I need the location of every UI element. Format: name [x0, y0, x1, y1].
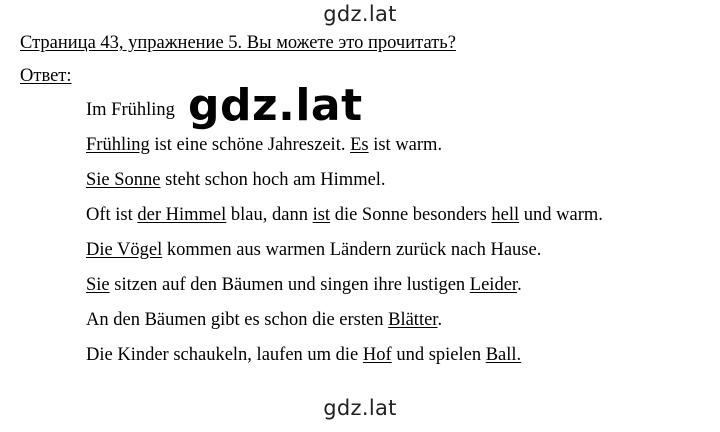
text-segment: blau, dann — [226, 205, 313, 225]
underlined-word: Leider — [469, 275, 518, 295]
text-segment: sitzen auf den Bäumen und singen ihre lustigen — [109, 275, 470, 295]
text-line — [86, 170, 386, 191]
underlined-word: Es — [350, 135, 369, 155]
text-segment: steht schon hoch am Himmel. — [160, 170, 386, 190]
watermark-overlay: gdz.lat — [188, 80, 363, 131]
answer-label: Ответ: — [20, 66, 72, 86]
underlined-word: Hof — [362, 345, 392, 365]
underlined-word: Blätter — [388, 310, 438, 330]
text-line — [86, 135, 442, 156]
underlined-word: Sie — [86, 275, 110, 295]
watermark-top: gdz.lat — [323, 2, 397, 26]
text-segment: Oft ist — [86, 205, 138, 225]
underlined-word: Sie Sonne — [86, 170, 161, 190]
underlined-word: Die Vögel — [86, 240, 163, 260]
text-segment: ist eine schöne Jahreszeit. — [149, 135, 351, 155]
text-segment: die Sonne besonders — [330, 205, 492, 225]
underlined-word: der Himmel — [137, 205, 227, 225]
underlined-word: hell — [491, 205, 520, 225]
watermark-bottom: gdz.lat — [323, 396, 397, 420]
underlined-word: Ball. — [485, 345, 522, 365]
text-line — [86, 310, 442, 331]
underlined-word: Frühling — [86, 135, 150, 155]
text-line — [86, 240, 541, 261]
text-segment: An den Bäumen gibt es schon die ersten — [86, 310, 389, 330]
exercise-heading: Страница 43, упражнение 5. Вы можете это прочитать? — [20, 33, 456, 53]
text-segment: Die Kinder schaukeln, laufen um die — [86, 345, 363, 365]
text-segment: kommen aus warmen Ländern zurück nach Hause. — [162, 240, 542, 260]
text-line — [86, 345, 521, 366]
text-segment: und spielen — [391, 345, 486, 365]
text-line — [86, 275, 522, 296]
text-segment: . — [517, 275, 522, 295]
text-line — [86, 205, 603, 226]
text-segment: ist warm. — [368, 135, 443, 155]
text-segment: Im Frühling — [86, 100, 175, 120]
text-segment: und warm. — [519, 205, 603, 225]
text-line — [86, 100, 175, 121]
text-segment: . — [437, 310, 443, 330]
underlined-word: ist — [312, 205, 331, 225]
